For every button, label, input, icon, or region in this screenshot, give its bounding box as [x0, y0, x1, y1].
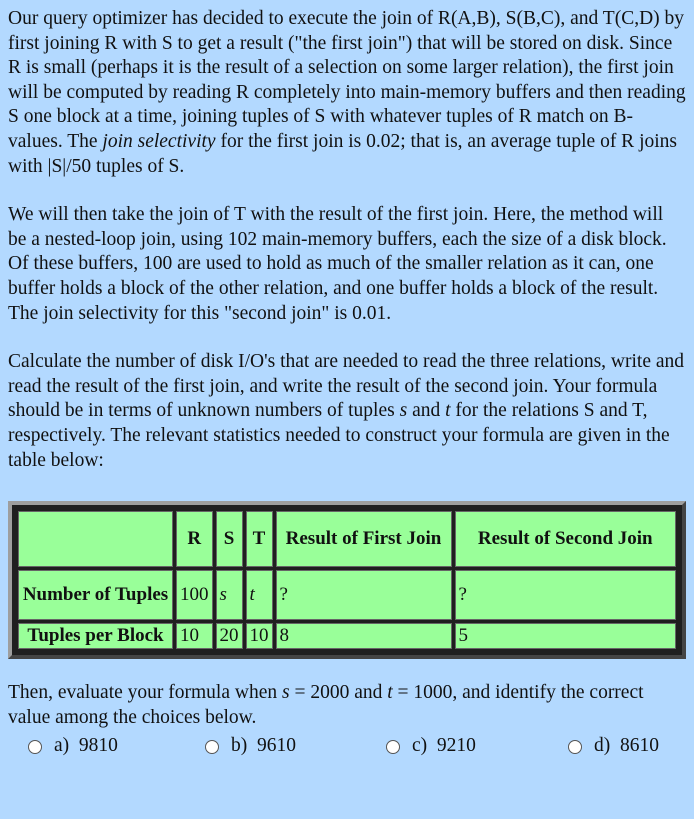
intro-paragraph-3: [8, 350, 686, 473]
choice-a[interactable]: [28, 734, 205, 759]
choice-d[interactable]: [568, 734, 659, 759]
intro-text-a: Our query optimizer has decided to execute the join of R(A,B), S(B,C), and T(C,D) by first joining R with S to get a result ("the first join") that will be stored on disk. Since R is small (perhaps it is the result of a selection on some larger relation), the first join will be computed by reading R completely into main-memory buffers and then reading S one block at a time, joining tuples of S with whatever tuples of R match on B-values. The: [8, 8, 686, 152]
choice-c-label: c): [412, 735, 428, 757]
statistics-table: [15, 508, 679, 652]
header-first-join: Result of First Join: [276, 511, 452, 567]
row-label-tuples-per-block: Tuples per Block: [18, 623, 173, 649]
header-t: T: [246, 511, 273, 567]
cell-second-join-per-block: 5: [455, 623, 677, 649]
header-second-join: Result of Second Join: [455, 511, 677, 567]
header-s: S: [216, 511, 243, 567]
p3-text-c: for the relations S and T, respectively. The relevant statistics needed to construct your formula are given in the table below:: [8, 400, 670, 471]
choice-b-value: 9610: [257, 735, 296, 757]
answer-choices: [8, 734, 686, 759]
after-text-a: Then, evaluate your formula when: [8, 682, 282, 704]
radio-d[interactable]: [568, 740, 582, 754]
evaluate-instruction: [8, 681, 686, 730]
after-text-c: = 1000, and identify the correct value among the choices below.: [8, 682, 644, 728]
cell-t-per-block: 10: [246, 623, 273, 649]
choice-a-value: 9810: [78, 735, 118, 757]
choice-a-label: a): [54, 735, 70, 757]
table-header-row: [18, 511, 676, 567]
cell-r-tuples: 100: [176, 570, 213, 620]
choice-b[interactable]: [205, 734, 386, 759]
join-selectivity-term: join selectivity: [102, 130, 216, 152]
choice-c[interactable]: [386, 734, 568, 759]
statistics-table-frame: [8, 501, 686, 659]
intro-paragraph-2: We will then take the join of T with the result of the first join. Here, the method will be a nested-loop join, using 102 main-memory buffers, each the size of a disk block. Of these buffers, 100 are used to hold as much of the smaller relation as it can, one buffer holds a block of the other relation, and one buffer holds a block of the result. The join selectivity for this "second join" is 0.01.: [8, 204, 667, 324]
row-label-number-of-tuples: Number of Tuples: [18, 570, 173, 620]
cell-first-join-per-block: 8: [276, 623, 452, 649]
table-row: [18, 570, 676, 620]
radio-c[interactable]: [386, 740, 400, 754]
choice-b-label: b): [231, 735, 248, 757]
intro-paragraph-1: [8, 7, 686, 179]
p3-text-a: Calculate the number of disk I/O's that are needed to read the three relations, write and read the result of the first join, and write the result of the second join. Your formula should be in terms of unknown numbers of tuples: [8, 351, 685, 422]
radio-b[interactable]: [205, 740, 219, 754]
cell-first-join-tuples: ?: [276, 570, 452, 620]
var-t: t: [445, 400, 451, 422]
choice-d-value: 8610: [620, 735, 659, 757]
cell-s-tuples: s: [216, 570, 243, 620]
header-r: R: [176, 511, 213, 567]
after-var-s: s: [281, 682, 290, 704]
var-s: s: [399, 400, 408, 422]
cell-second-join-tuples: ?: [455, 570, 677, 620]
after-text-b: = 2000 and: [289, 682, 388, 704]
intro-text-b: for the first join is 0.02; that is, an average tuple of R joins with |S|/50 tuples of S.: [8, 130, 677, 177]
cell-t-tuples: t: [246, 570, 273, 620]
p3-text-b: and: [407, 400, 446, 422]
choice-c-value: 9210: [436, 735, 476, 757]
after-var-t: t: [387, 682, 393, 704]
radio-a[interactable]: [28, 740, 42, 754]
cell-r-per-block: 10: [176, 623, 213, 649]
table-row: [18, 623, 676, 649]
cell-s-per-block: 20: [216, 623, 243, 649]
choice-d-label: d): [594, 735, 611, 757]
table-corner-cell: [18, 511, 173, 567]
